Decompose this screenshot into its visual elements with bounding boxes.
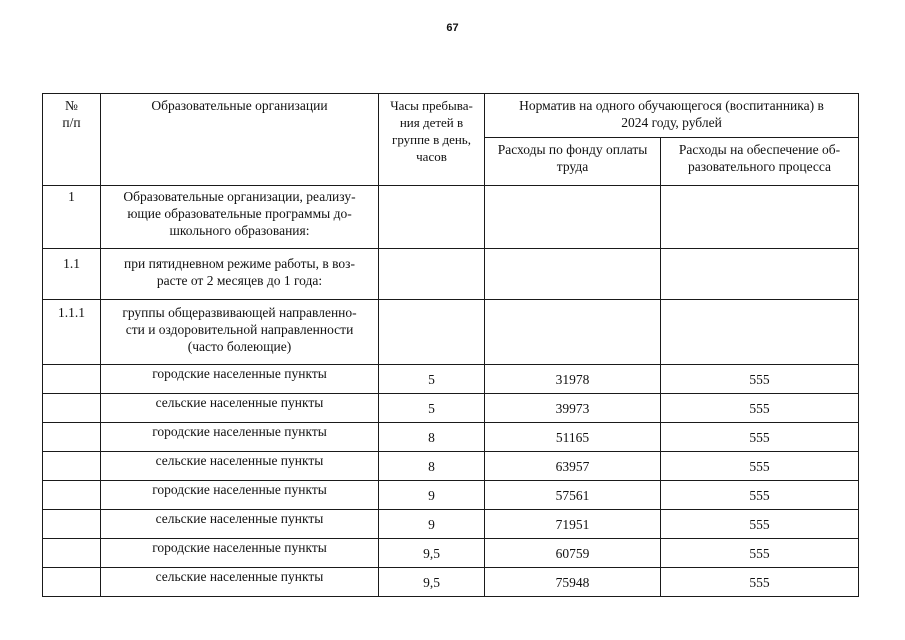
table-row [43, 568, 859, 597]
section-num: 1 [43, 186, 101, 249]
header-row-1 [43, 94, 859, 138]
empty-cell [485, 249, 661, 300]
table-row [43, 510, 859, 539]
header-hours: Часы пребыва- ния детей в группе в день, часов [379, 94, 485, 186]
empty-cell [379, 186, 485, 249]
section-num: 1.1 [43, 249, 101, 300]
edu-value: 555 [661, 481, 859, 510]
table-row [43, 394, 859, 423]
settlement-type: сельские населенные пункты [101, 394, 379, 423]
settlement-type: городские населенные пункты [101, 423, 379, 452]
header-org: Образовательные организации [101, 94, 379, 186]
wage-value: 57561 [485, 481, 661, 510]
edu-value: 555 [661, 539, 859, 568]
hours-value: 8 [379, 452, 485, 481]
table-row [43, 481, 859, 510]
header-wage: Расходы по фонду оплаты труда [485, 138, 661, 186]
norm-table [42, 93, 859, 597]
section-row [43, 186, 859, 249]
edu-value: 555 [661, 568, 859, 597]
empty-cell [661, 249, 859, 300]
empty-cell [43, 423, 101, 452]
section-row [43, 249, 859, 300]
edu-value: 555 [661, 452, 859, 481]
wage-value: 60759 [485, 539, 661, 568]
table-row [43, 452, 859, 481]
empty-cell [43, 568, 101, 597]
table-row [43, 365, 859, 394]
empty-cell [485, 186, 661, 249]
empty-cell [43, 481, 101, 510]
edu-value: 555 [661, 365, 859, 394]
hours-value: 5 [379, 394, 485, 423]
empty-cell [485, 300, 661, 365]
wage-value: 31978 [485, 365, 661, 394]
hours-value: 9 [379, 510, 485, 539]
settlement-type: городские населенные пункты [101, 481, 379, 510]
settlement-type: сельские населенные пункты [101, 568, 379, 597]
empty-cell [43, 394, 101, 423]
header-num: № п/п [43, 94, 101, 186]
empty-cell [43, 539, 101, 568]
section-text: группы общеразвивающей направленно- сти и оздоровительной направленности (часто болеющие) [101, 300, 379, 365]
section-row [43, 300, 859, 365]
empty-cell [379, 249, 485, 300]
hours-value: 9 [379, 481, 485, 510]
hours-value: 9,5 [379, 568, 485, 597]
hours-value: 9,5 [379, 539, 485, 568]
edu-value: 555 [661, 394, 859, 423]
hours-value: 8 [379, 423, 485, 452]
page-number: 67 [446, 22, 459, 34]
empty-cell [661, 186, 859, 249]
table-row [43, 423, 859, 452]
settlement-type: сельские населенные пункты [101, 510, 379, 539]
hours-value: 5 [379, 365, 485, 394]
wage-value: 39973 [485, 394, 661, 423]
section-text: Образовательные организации, реализу- ющие образовательные программы до- школьного образования: [101, 186, 379, 249]
wage-value: 63957 [485, 452, 661, 481]
section-text: при пятидневном режиме работы, в воз- расте от 2 месяцев до 1 года: [101, 249, 379, 300]
table-row [43, 539, 859, 568]
header-edu: Расходы на обеспечение об- разовательного процесса [661, 138, 859, 186]
wage-value: 51165 [485, 423, 661, 452]
empty-cell [661, 300, 859, 365]
section-num: 1.1.1 [43, 300, 101, 365]
settlement-type: городские населенные пункты [101, 539, 379, 568]
empty-cell [43, 452, 101, 481]
edu-value: 555 [661, 423, 859, 452]
wage-value: 75948 [485, 568, 661, 597]
empty-cell [43, 365, 101, 394]
settlement-type: сельские населенные пункты [101, 452, 379, 481]
empty-cell [43, 510, 101, 539]
edu-value: 555 [661, 510, 859, 539]
wage-value: 71951 [485, 510, 661, 539]
header-norm: Норматив на одного обучающегося (воспитанника) в 2024 году, рублей [485, 94, 859, 138]
settlement-type: городские населенные пункты [101, 365, 379, 394]
empty-cell [379, 300, 485, 365]
